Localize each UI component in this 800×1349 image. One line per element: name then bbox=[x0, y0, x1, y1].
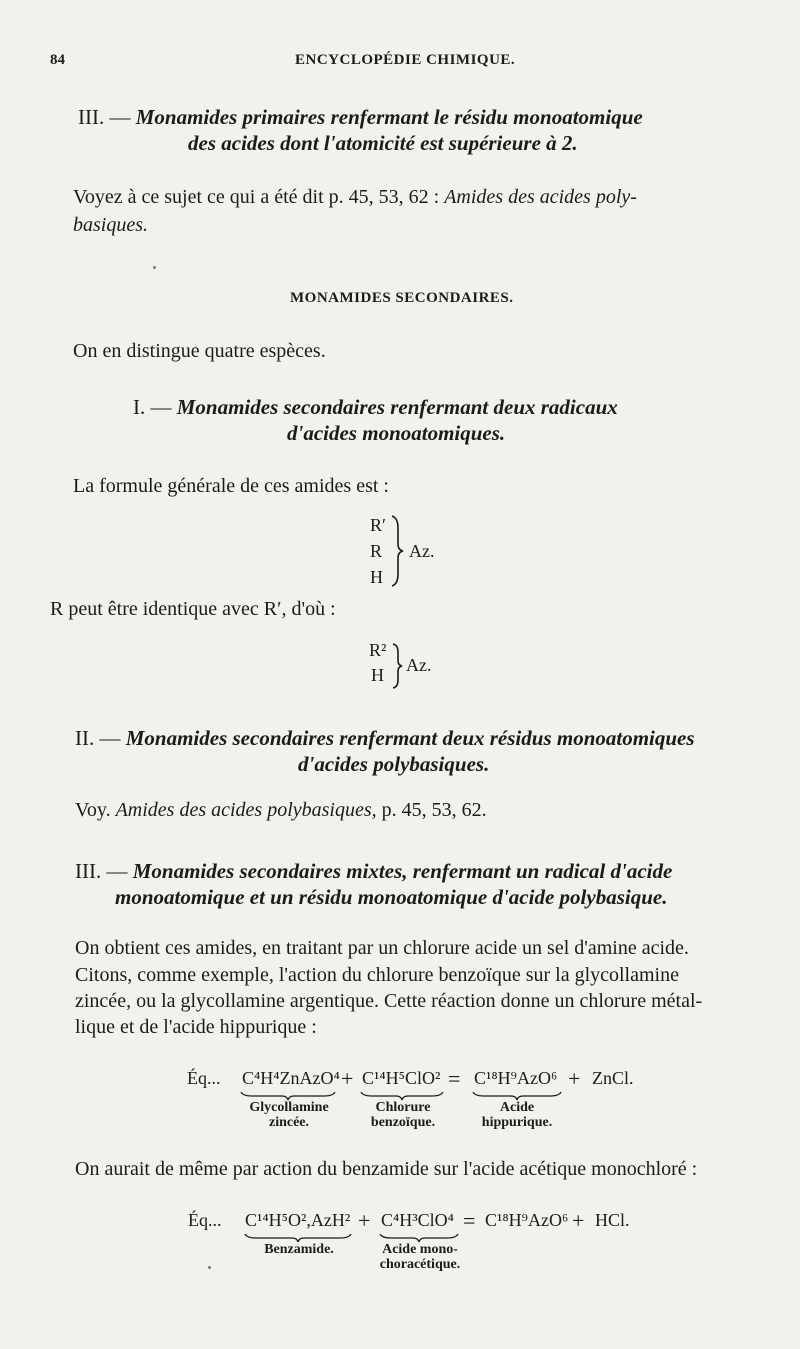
subheading: MONAMIDES SECONDAIRES. bbox=[290, 290, 514, 306]
equation1-label3 bbox=[472, 1100, 562, 1131]
section-title-line1: Monamides primaires renfermant le résidu monoatomique bbox=[135, 105, 643, 129]
section-iii-mixed-number: III. — bbox=[75, 859, 128, 883]
equation2-equals: = bbox=[463, 1208, 476, 1233]
section-ii-title-line1: Monamides secondaires renfermant deux résidus monoatomiques bbox=[125, 726, 695, 750]
formula-az: Az. bbox=[409, 541, 435, 561]
section-iii-mixed-title-line2: monoatomique et un résidu monoatomique d'acide polybasique. bbox=[115, 885, 668, 909]
equation2-plus1: + bbox=[358, 1208, 371, 1233]
voyez-italic-cont: basiques. bbox=[73, 214, 148, 236]
voy-line bbox=[75, 799, 487, 822]
ink-speck bbox=[153, 266, 156, 269]
equation1-prefix: Éq... bbox=[187, 1068, 221, 1088]
paragraph-line3: zincée, ou la glycollamine argentique. Cette réaction donne un chlorure métal- bbox=[75, 990, 703, 1012]
section-ii-number: II. — bbox=[75, 726, 121, 750]
underbrace-icon bbox=[472, 1091, 562, 1099]
section-i-number: I. — bbox=[133, 395, 172, 419]
section-i-heading bbox=[133, 395, 618, 420]
label-text: Acide mono- bbox=[382, 1242, 458, 1257]
equation2-term1: C¹⁴H⁵O²,AzH² bbox=[245, 1210, 351, 1230]
equation1-term2: C¹⁴H⁵ClO² bbox=[362, 1068, 441, 1088]
section-title-line2: des acides dont l'atomicité est supérieure à 2. bbox=[188, 131, 578, 155]
formula2-r2: R² bbox=[369, 640, 387, 660]
running-title: ENCYCLOPÉDIE CHIMIQUE. bbox=[295, 52, 516, 68]
voy-italic: Amides des acides polybasiques, bbox=[115, 799, 377, 821]
voy-prefix: Voy. bbox=[75, 799, 111, 821]
label-text: zincée. bbox=[268, 1115, 310, 1131]
section-ii-heading-line2 bbox=[298, 752, 489, 777]
equation1-plus1: + bbox=[341, 1066, 354, 1091]
section-number: III. — bbox=[78, 105, 131, 129]
identical-text: R peut être identique avec R′, d'où : bbox=[50, 598, 336, 620]
underbrace-icon bbox=[360, 1091, 444, 1099]
section-i-heading-line2 bbox=[287, 421, 505, 446]
equation2-term4: HCl. bbox=[595, 1210, 630, 1230]
label-text: hippurique. bbox=[481, 1115, 553, 1131]
equation2-label2 bbox=[374, 1242, 466, 1273]
formula2-az: Az. bbox=[406, 655, 432, 675]
section-i-title-line1: Monamides secondaires renfermant deux radicaux bbox=[176, 395, 618, 419]
section-heading bbox=[78, 105, 643, 130]
equation1-label2 bbox=[362, 1100, 444, 1131]
equation1-term4: ZnCl. bbox=[592, 1068, 634, 1088]
bleed-through-text bbox=[70, 78, 770, 99]
equation1-term1: C⁴H⁴ZnAzO⁴ bbox=[242, 1068, 340, 1088]
formula-r-prime: R′ bbox=[370, 515, 386, 535]
equation1-term3: C¹⁸H⁹AzO⁶ bbox=[474, 1068, 558, 1088]
equation1-plus2: + bbox=[568, 1066, 581, 1091]
label-text: choracétique. bbox=[379, 1257, 461, 1273]
equation2-label1: Benzamide. bbox=[264, 1242, 334, 1257]
section-iii-mixed-heading bbox=[75, 859, 672, 884]
label-text: benzoïque. bbox=[370, 1115, 436, 1131]
section-iii-mixed-heading-line2 bbox=[115, 885, 667, 910]
voyez-line2 bbox=[73, 214, 148, 237]
section-i-title-line2: d'acides monoatomiques. bbox=[287, 421, 506, 445]
label-text: Glycollamine bbox=[249, 1100, 329, 1115]
voy-suffix: p. 45, 53, 62. bbox=[381, 799, 487, 821]
equation2-term2: C⁴H³ClO⁴ bbox=[381, 1210, 454, 1230]
equation2-term3: C¹⁸H⁹AzO⁶ bbox=[485, 1210, 569, 1230]
voyez-line1 bbox=[73, 186, 637, 209]
label-text: Chlorure bbox=[375, 1100, 431, 1115]
equation1-equals: = bbox=[448, 1066, 461, 1091]
section-ii-heading bbox=[75, 726, 695, 751]
benzamide-text: On aurait de même par action du benzamide sur l'acide acétique monochloré : bbox=[75, 1158, 698, 1180]
section-heading-line2 bbox=[188, 131, 578, 156]
section-ii-title-line2: d'acides polybasiques. bbox=[298, 752, 490, 776]
intro-text: On en distingue quatre espèces. bbox=[73, 340, 326, 362]
voyez-text: Voyez à ce sujet ce qui a été dit p. 45, 53, 62 : bbox=[73, 186, 440, 208]
general-formula-text: La formule générale de ces amides est : bbox=[73, 475, 389, 497]
paragraph-line1: On obtient ces amides, en traitant par un chlorure acide un sel d'amine acide. bbox=[75, 937, 689, 959]
formula2-h: H bbox=[371, 665, 384, 685]
ink-speck bbox=[208, 1266, 211, 1269]
underbrace-icon bbox=[244, 1233, 352, 1241]
equation2-plus2: + bbox=[572, 1208, 585, 1233]
page-number: 84 bbox=[50, 52, 65, 68]
curly-brace-icon bbox=[390, 514, 404, 593]
underbrace-icon bbox=[240, 1091, 336, 1099]
section-iii-mixed-title-line1: Monamides secondaires mixtes, renfermant un radical d'acide bbox=[132, 859, 673, 883]
paragraph-line2: Citons, comme exemple, l'action du chlorure benzoïque sur la glycollamine bbox=[75, 964, 679, 986]
label-text: Acide bbox=[499, 1100, 535, 1115]
underbrace-icon bbox=[379, 1233, 459, 1241]
formula-h: H bbox=[370, 567, 383, 587]
formula-r: R bbox=[370, 541, 383, 561]
curly-brace-icon bbox=[391, 642, 403, 695]
voyez-italic: Amides des acides poly- bbox=[444, 186, 637, 208]
equation1-label1 bbox=[243, 1100, 335, 1131]
equation2-prefix: Éq... bbox=[188, 1210, 222, 1230]
paragraph-line4: lique et de l'acide hippurique : bbox=[75, 1016, 317, 1038]
